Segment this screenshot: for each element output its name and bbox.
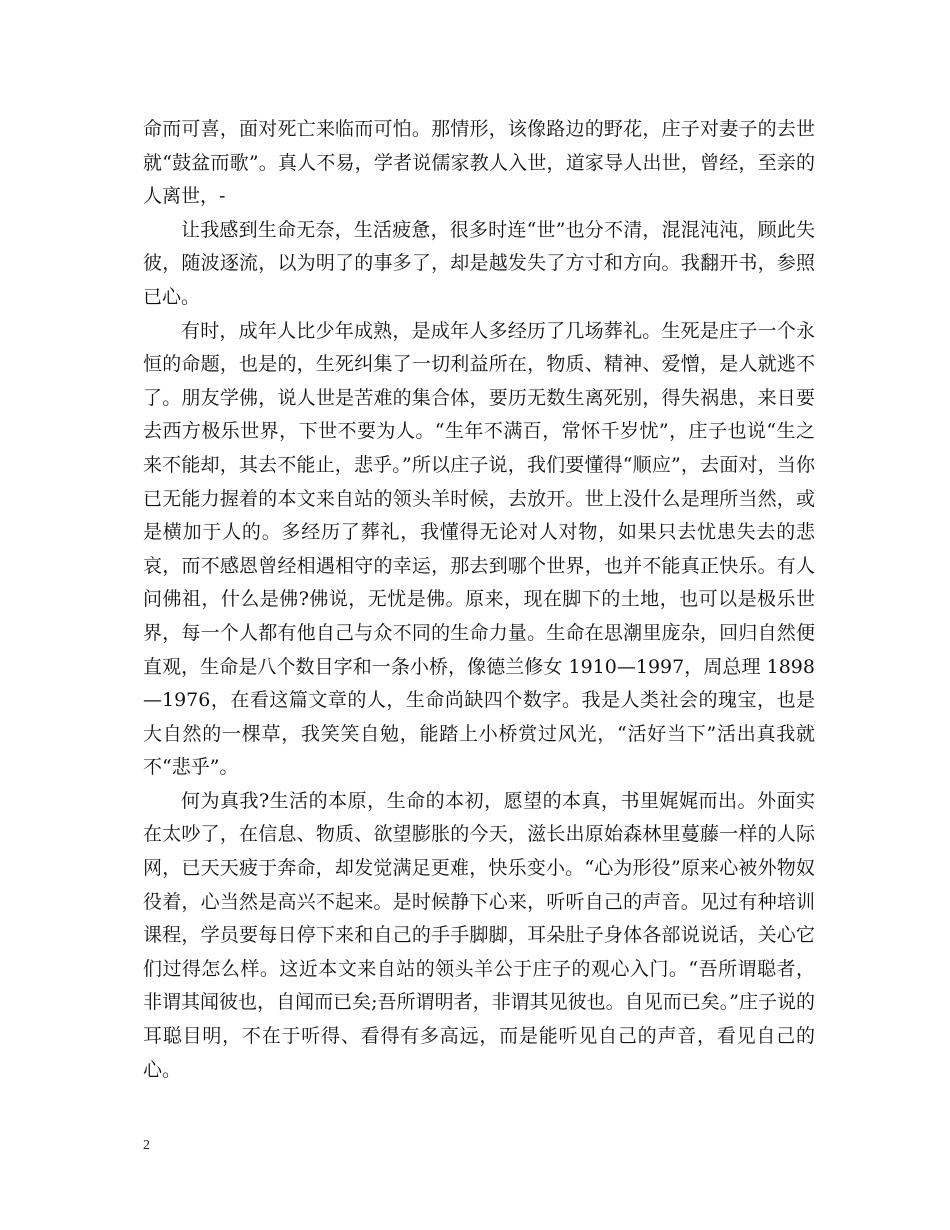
body-text — [143, 113, 815, 1087]
paragraph-4: 何为真我?生活的本原，生命的本初，愿望的本真，书里娓娓而出。外面实在太吵了，在信息、物质、欲望膨胀的今天，滋长出原始森林里蔓藤一样的人际网，已天天疲于奔命，却发觉满足更难，快乐变小。“心为形役”原来心被外物奴役着，心当然是高兴不起来。是时候静下心来，听听自己的声音。见过有种培训课程，学员要每日停下来和自己的手手脚脚，耳朵肚子身体各部说说话，关心它们过得怎么样。这近本文来自站的领头羊公于庄子的观心入门。“吾所谓聪者，非谓其闻彼也，自闻而已矣;吾所谓明者，非谓其见彼也。自见而已矣。”庄子说的耳聪目明，不在于听得、看得有多高远，而是能听见自己的声音，看见自己的心。 — [143, 789, 815, 1081]
page-number: 2 — [143, 1138, 150, 1153]
paragraph-1: 命而可喜，面对死亡来临而可怕。那情形，该像路边的野花，庄子对妻子的去世就“鼓盆而歌”。真人不易，学者说儒家教人入世，道家导人出世，曾经，至亲的人离世，- — [143, 118, 815, 208]
paragraph-3: 有时，成年人比少年成熟，是成年人多经历了几场葬礼。生死是庄子一个永恒的命题，也是的，生死纠集了一切利益所在，物质、精神、爱憎，是人就逃不了。朋友学佛，说人世是苦难的集合体，要历无数生离死别，得失祸患，来日要去西方极乐世界，下世不要为人。“生年不满百，常怀千岁忧”，庄子也说“生之来不能却，其去不能止，悲乎。”所以庄子说，我们要懂得“顺应”，去面对，当你已无能力握着的本文来自站的领头羊时候，去放开。世上没什么是理所当然，或是横加于人的。多经历了葬礼，我懂得无论对人对物，如果只去忧患失去的悲哀，而不感恩曾经相遇相守的幸运，那去到哪个世界，也并不能真正快乐。有人问佛祖，什么是佛?佛说，无忧是佛。原来，现在脚下的土地，也可以是极乐世界，每一个人都有他自己与众不同的生命力量。生命在思潮里庞杂，回归自然便直观，生命是八个数目字和一条小桥，像德兰修女 1910—1997，周总理 1898—1976，在看这篇文章的人，生命尚缺四个数字。我是人类社会的瑰宝，也是大自然的一棵草，我笑笑自勉，能踏上小桥赏过风光，“活好当下”活出真我就不“悲乎”。 — [143, 319, 815, 779]
paragraph-2: 让我感到生命无奈，生活疲惫，很多时连“世”也分不清，混混沌沌，顾此失彼，随波逐流，以为明了的事多了，却是越发失了方寸和方向。我翻开书，参照已心。 — [143, 218, 815, 308]
